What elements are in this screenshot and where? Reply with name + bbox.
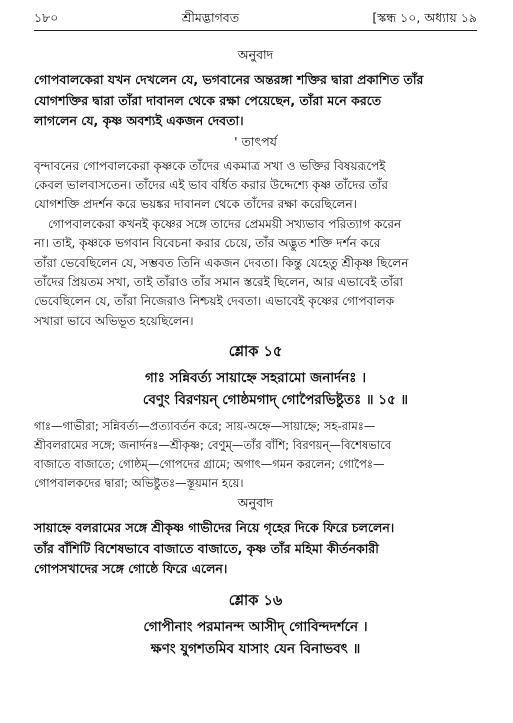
verse-title: শ্লোক ১৬ bbox=[228, 592, 283, 609]
synonyms-line: বাজাতে বাজাতে; গোষ্ঠম্—গোপদের গ্রামে; অগাৎ—গমন করলেন; গোপৈঃ— bbox=[34, 457, 385, 472]
purport-line: গোপবালকেরা কখনই কৃষ্ণের সঙ্গে তাদের প্রেমময়ী সখ্যভাব পরিত্যাগ করেন bbox=[48, 216, 402, 231]
purport-label: ' তাৎপর্য bbox=[234, 133, 277, 149]
page-number: ১৮০ bbox=[34, 10, 59, 25]
purport-line: তাঁদের প্রিয়তম সখা, তাই তাঁরাও তাঁর সমান স্তরেই ছিলেন, আর এভাবেই তাঁরা bbox=[34, 274, 404, 289]
synonyms-line: গোপবালকদের দ্বারা; অভিষ্টুতঃ—স্তূয়মান হয়ে। bbox=[34, 476, 244, 491]
synonyms-line: গাঃ—গাভীরা; সন্নিবর্ত্য—প্রত্যাবর্তন করে; সায়-অহ্নে—সায়াহ্নে; সহ-রামঃ— bbox=[34, 419, 376, 434]
verse-line: গাঃ সন্নিবর্ত্য সায়াহ্নে সহরামো জনার্দনঃ । bbox=[144, 370, 367, 387]
purport-paragraph bbox=[34, 215, 477, 331]
translation-label: অনুবাদ bbox=[237, 495, 274, 511]
page-header bbox=[34, 10, 477, 31]
translation-line: লাগলেন যে, কৃষ্ণ অবশ্যই একজন দেবতা। bbox=[34, 113, 244, 128]
translation-line: গোপসখাদের সঙ্গে গোষ্ঠে ফিরে এলেন। bbox=[34, 561, 228, 577]
translation-label: অনুবাদ bbox=[237, 47, 274, 62]
synonyms-line: শ্রীবলরামের সঙ্গে; জনার্দনঃ—শ্রীকৃষ্ণ; বেণুম্—তাঁর বাঁশি; বিরণয়ন্—বিশেষভাবে bbox=[34, 438, 392, 453]
verse-title: শ্লোক ১৫ bbox=[228, 344, 283, 361]
translation-line: তাঁর বাঁশিটি বিশেষভাবে বাজাতে বাজাতে, কৃষ্ণ তাঁর মহিমা কীর্তনকারী bbox=[34, 540, 379, 556]
verse-line: বেণুং বিরণয়ন্ গোষ্ঠমগাদ্ গোপৈরভিষ্টুতঃ ॥ ১৫ ॥ bbox=[142, 392, 409, 409]
purport-line: যোগশক্তি প্রদর্শন করে ভয়ঙ্কর দাবানল থেকে তাঁদের রক্ষা করেছিলেন। bbox=[34, 197, 357, 212]
purport-line: ভেবেছিলেন যে, তাঁরা নিজেরাও নিশ্চয়ই দেবতা। এভাবেই কৃষ্ণের গোপবালক bbox=[34, 294, 395, 309]
translation-text bbox=[34, 518, 477, 580]
synonyms bbox=[34, 417, 477, 493]
purport-line: তাঁরা ভেবেছিলেন যে, সম্ভবত তিনি একজন দেবতা। কিন্তু যেহেতু শ্রীকৃষ্ণ ছিলেন bbox=[34, 255, 409, 270]
translation-line: সায়াহ্নে বলরামের সঙ্গে শ্রীকৃষ্ণ গাভীদের নিয়ে গৃহের দিকে ফিরে চললেন। bbox=[34, 520, 395, 536]
purport-paragraph bbox=[34, 157, 477, 215]
verse-line: ক্ষণং যুগশতমিব যাসাং যেন বিনাভবৎ ॥ bbox=[150, 640, 361, 657]
translation-line: যোগশক্তির দ্বারা তাঁরা দাবানল থেকে রক্ষা পেয়েছেন, তাঁরা মনে করতে bbox=[34, 92, 382, 108]
verse-line: গোপীনাং পরমানন্দ আসীদ্ গোবিন্দদর্শনে । bbox=[143, 618, 368, 635]
chapter-reference: [স্কন্ধ ১০, অধ্যায় ১৯ bbox=[372, 10, 477, 25]
purport-line: কেবল ভালবাসতেন। তাঁদের এই ভাব বর্ধিত করার উদ্দেশ্যে কৃষ্ণ তাঁদের তাঁর bbox=[34, 177, 388, 192]
purport-line: বৃন্দাবনের গোপবালকেরা কৃষ্ণকে তাঁদের একমাত্র সখা ও ভক্তির বিষয়রূপেই bbox=[34, 158, 386, 173]
translation-line: গোপবালকেরা যখন দেখলেন যে, ভগবানের অন্তরঙ্গা শক্তির দ্বারা প্রকাশিত তাঁর bbox=[34, 72, 424, 87]
purport-line: না। তাই, কৃষ্ণকে ভগবান বিবেচনা করার চেয়ে, তাঁর অদ্ভুত শক্তি দর্শন করে bbox=[34, 236, 381, 251]
purport-line: সখারা ভাবে অভিভূত হয়েছিলেন। bbox=[34, 313, 194, 328]
book-title: শ্রীমদ্ভাগবত bbox=[181, 10, 240, 25]
translation-text bbox=[34, 70, 477, 132]
